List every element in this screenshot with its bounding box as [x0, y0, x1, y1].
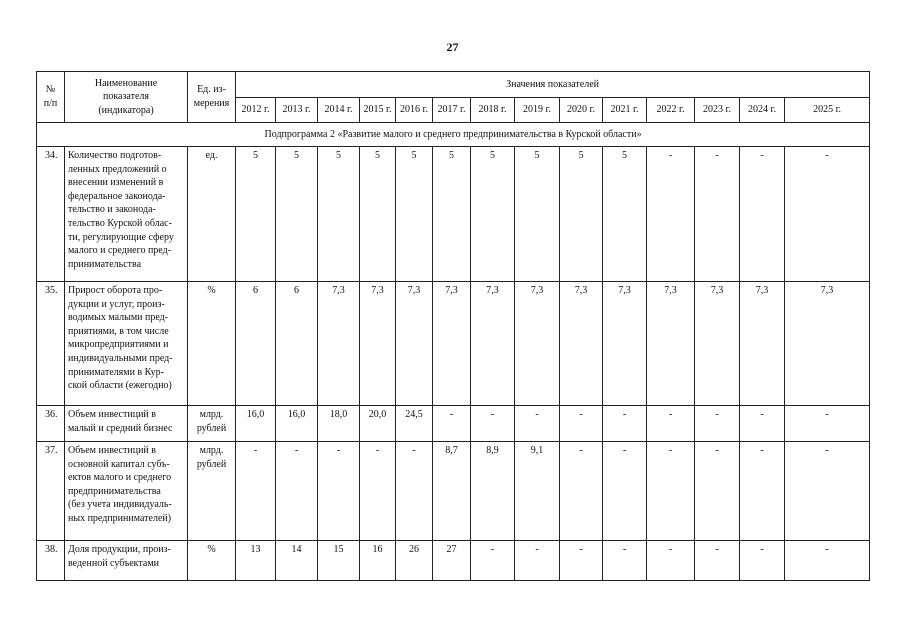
indicator-value: - — [647, 442, 695, 541]
unit-of-measure: млрд. рублей — [188, 406, 236, 442]
header-year: 2022 г. — [647, 98, 695, 123]
indicator-value: 7,3 — [695, 282, 740, 406]
header-year: 2023 г. — [695, 98, 740, 123]
indicator-value: 5 — [318, 147, 360, 282]
indicator-value: - — [785, 406, 870, 442]
indicator-value: 7,3 — [740, 282, 785, 406]
unit-of-measure: % — [188, 282, 236, 406]
indicator-value: - — [318, 442, 360, 541]
table-header-row — [37, 72, 870, 98]
indicator-value: - — [276, 442, 318, 541]
row-number: 36. — [37, 406, 65, 442]
indicator-value: - — [647, 147, 695, 282]
indicator-value: - — [360, 442, 396, 541]
header-year: 2017 г. — [433, 98, 471, 123]
header-year: 2014 г. — [318, 98, 360, 123]
header-num: № п/п — [37, 72, 65, 123]
unit-of-measure: млрд. рублей — [188, 442, 236, 541]
indicator-value: 5 — [236, 147, 276, 282]
indicator-value: 8,9 — [471, 442, 515, 541]
indicator-value: - — [740, 147, 785, 282]
table-row — [37, 406, 870, 442]
indicator-value: 27 — [433, 541, 471, 581]
indicator-name: Объем инвестиций в малый и средний бизнес — [65, 406, 188, 442]
indicator-value: - — [785, 147, 870, 282]
indicator-value: - — [740, 541, 785, 581]
header-unit: Ед. из- мерения — [188, 72, 236, 123]
table-row — [37, 442, 870, 541]
table-row — [37, 282, 870, 406]
indicator-value: - — [471, 406, 515, 442]
indicator-value: - — [785, 541, 870, 581]
indicator-value: - — [396, 442, 433, 541]
indicator-value: 7,3 — [515, 282, 560, 406]
header-year: 2025 г. — [785, 98, 870, 123]
indicator-value: - — [471, 541, 515, 581]
indicator-value: 7,3 — [647, 282, 695, 406]
indicator-value: 7,3 — [471, 282, 515, 406]
indicator-name: Доля продукции, произ- веденной субъектами — [65, 541, 188, 581]
indicator-value: 8,7 — [433, 442, 471, 541]
indicator-value: - — [603, 442, 647, 541]
indicator-value: - — [695, 541, 740, 581]
header-year: 2021 г. — [603, 98, 647, 123]
indicator-value: 6 — [236, 282, 276, 406]
indicator-value: 5 — [603, 147, 647, 282]
header-year: 2012 г. — [236, 98, 276, 123]
row-number: 37. — [37, 442, 65, 541]
indicator-value: 16,0 — [276, 406, 318, 442]
unit-of-measure: % — [188, 541, 236, 581]
table-row — [37, 147, 870, 282]
indicator-name: Объем инвестиций в основной капитал субъ- ектов малого и среднего предпринимательства (без учета индивидуаль- ных предпринимателей) — [65, 442, 188, 541]
indicator-value: - — [236, 442, 276, 541]
indicator-value: - — [603, 406, 647, 442]
header-year: 2013 г. — [276, 98, 318, 123]
indicator-value: 6 — [276, 282, 318, 406]
indicator-value: 14 — [276, 541, 318, 581]
header-year: 2024 г. — [740, 98, 785, 123]
indicator-value: 5 — [433, 147, 471, 282]
indicator-value: - — [433, 406, 471, 442]
row-number: 35. — [37, 282, 65, 406]
header-values-title: Значения показателей — [236, 72, 870, 98]
indicator-value: 5 — [515, 147, 560, 282]
indicator-value: 13 — [236, 541, 276, 581]
indicator-value: - — [515, 406, 560, 442]
indicator-name: Прирост оборота про- дукции и услуг, произ- водимых малыми пред- приятиями, в том числе микропредприятиями и индивидуальными пред- принимателями в Кур- ской области (ежегодно) — [65, 282, 188, 406]
indicator-value: - — [695, 442, 740, 541]
indicators-table — [36, 71, 870, 581]
unit-of-measure: ед. — [188, 147, 236, 282]
indicator-value: 7,3 — [603, 282, 647, 406]
indicator-value: - — [515, 541, 560, 581]
table-row — [37, 541, 870, 581]
indicator-value: - — [560, 406, 603, 442]
indicator-name: Количество подготов- ленных предложений о внесении изменений в федеральное законода- тельство и законода- тельство Курской облас- ти, регулирующие сферу малого и среднего пред- принимательства — [65, 147, 188, 282]
indicator-value: 7,3 — [560, 282, 603, 406]
indicator-value: 15 — [318, 541, 360, 581]
indicator-value: 5 — [560, 147, 603, 282]
indicator-value: - — [647, 406, 695, 442]
header-year: 2016 г. — [396, 98, 433, 123]
header-year: 2018 г. — [471, 98, 515, 123]
indicator-value: - — [603, 541, 647, 581]
indicator-value: - — [785, 442, 870, 541]
indicator-value: 7,3 — [318, 282, 360, 406]
header-name: Наименование показателя (индикатора) — [65, 72, 188, 123]
header-year: 2019 г. — [515, 98, 560, 123]
indicator-value: - — [560, 541, 603, 581]
indicator-value: 7,3 — [360, 282, 396, 406]
indicator-value: 18,0 — [318, 406, 360, 442]
indicator-value: - — [695, 147, 740, 282]
indicator-value: - — [647, 541, 695, 581]
indicator-value: 24,5 — [396, 406, 433, 442]
indicator-value: 7,3 — [433, 282, 471, 406]
indicator-value: 7,3 — [396, 282, 433, 406]
subprogram-row — [37, 123, 870, 147]
indicator-value: 26 — [396, 541, 433, 581]
row-number: 38. — [37, 541, 65, 581]
indicator-value: 5 — [471, 147, 515, 282]
indicator-value: - — [560, 442, 603, 541]
indicator-value: - — [740, 442, 785, 541]
indicator-value: 5 — [360, 147, 396, 282]
header-year: 2020 г. — [560, 98, 603, 123]
indicator-value: 16 — [360, 541, 396, 581]
indicator-value: 20,0 — [360, 406, 396, 442]
indicator-value: - — [695, 406, 740, 442]
indicator-value: 9,1 — [515, 442, 560, 541]
header-year: 2015 г. — [360, 98, 396, 123]
indicator-value: 7,3 — [785, 282, 870, 406]
indicator-value: 5 — [276, 147, 318, 282]
indicator-value: - — [740, 406, 785, 442]
indicator-value: 16,0 — [236, 406, 276, 442]
subprogram-title: Подпрограмма 2 «Развитие малого и среднего предпринимательства в Курской области» — [37, 123, 870, 147]
page-number: 27 — [446, 40, 459, 54]
indicator-value: 5 — [396, 147, 433, 282]
row-number: 34. — [37, 147, 65, 282]
